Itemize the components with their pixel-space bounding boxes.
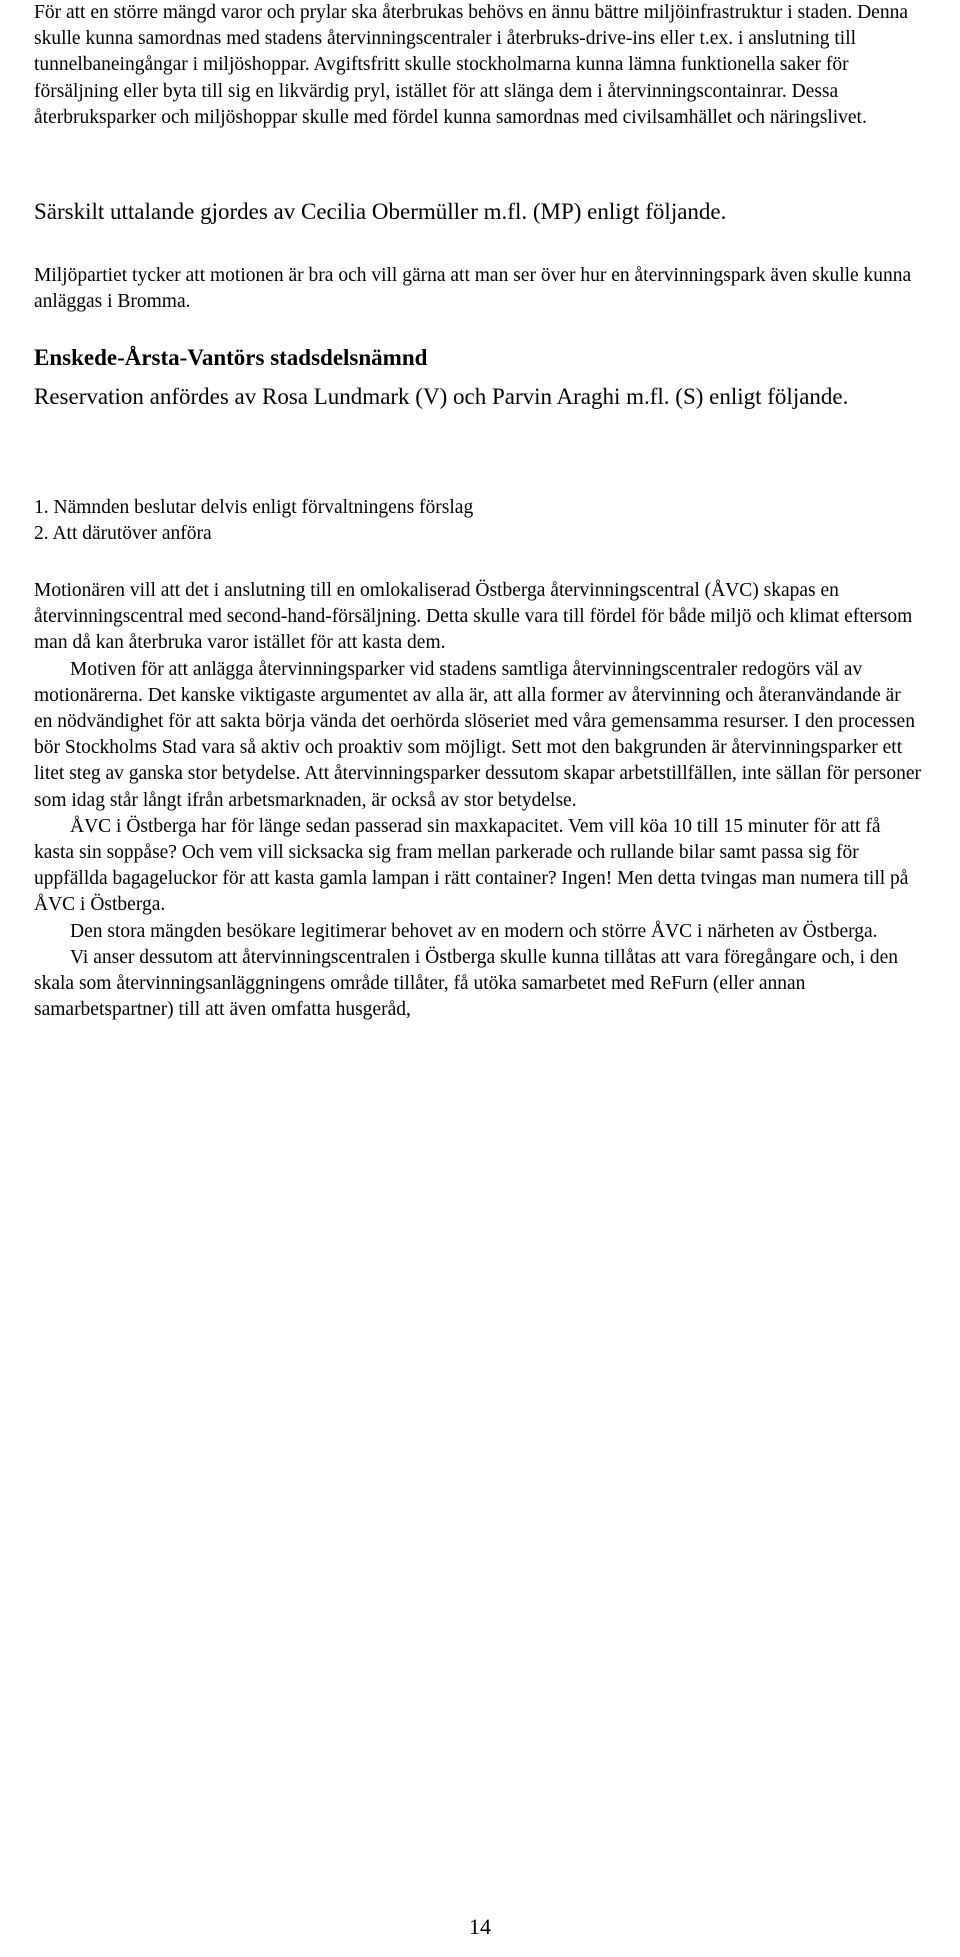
list-item: [34, 521, 924, 547]
list-item: [34, 495, 924, 521]
body-paragraph: Den stora mängden besökare legitimerar behovet av en modern och större ÅVC i närheten av Östberga.: [70, 920, 878, 942]
mp-paragraph: Miljöpartiet tycker att motionen är bra och vill gärna att man ser över hur en återvinningspark även skulle kunna anläggas i Bromma.: [34, 265, 912, 313]
body-paragraph: Motionären vill att det i anslutning till en omlokaliserad Östberga återvinningscentral (ÅVC) skapas en återvinningscentral med second-hand-försäljning. Detta skulle vara till fördel för både miljö och klimat eftersom man då kan återbruka varor istället för att kasta dem.: [34, 580, 913, 654]
body-paragraph: ÅVC i Östberga har för länge sedan passerad sin maxkapacitet. Vem vill köa 10 till 15 minuter för att få kasta sin soppåse? Och vem vill sicksacka sig fram mellan parkerade och rullande bilar samt passa sig för uppfällda bagageluckor för att kasta gamla lampan i rätt container? Ingen! Men detta tvingas man numera till på ÅVC i Östberga.: [34, 815, 909, 916]
body-paragraph: Motiven för att anlägga återvinningsparker vid stadens samtliga återvinningscentraler redogörs väl av motionärerna. Det kanske viktigaste argumentet av alla är, att alla former av återvinning och återanvändande är en nödvändighet för att sakta börja vända det oerhörda slöseriet med våra gemensamma resurser. I den processen bör Stockholms Stad vara så aktiv och proaktiv som möjligt. Sett mot den bakgrunden är återvinningsparker ett litet steg av ganska stor betydelse. Att återvinningsparker dessutom skapar arbetstillfällen, inte sällan för personer som idag står långt ifrån arbetsmarknaden, är också av stor betydelse.: [34, 658, 921, 811]
reservation-statement: Reservation anfördes av Rosa Lundmark (V) och Parvin Araghi m.fl. (S) enligt följande.: [34, 384, 849, 409]
section-heading: Enskede-Årsta-Vantörs stadsdelsnämnd: [34, 345, 428, 370]
intro-paragraph: För att en större mängd varor och prylar ska återbrukas behövs en ännu bättre miljöinfrastruktur i staden. Denna skulle kunna samordnas med stadens återvinningscentraler i återbruks-drive-ins eller t.ex. i anslutning till tunnelbaneingångar i miljöshoppar. Avgiftsfritt skulle stockholmarna kunna lämna funktionella saker för försäljning eller byta till sig en likvärdig pryl, istället för att slänga dem i återvinningscontainrar. Dessa återbruksparker och miljöshoppar skulle med fördel kunna samordnas med civilsamhället och näringslivet.: [34, 2, 908, 128]
special-statement: Särskilt uttalande gjordes av Cecilia Obermüller m.fl. (MP) enligt följande.: [34, 199, 727, 224]
list-number: 2.: [34, 523, 49, 544]
body-paragraph: Vi anser dessutom att återvinningscentralen i Östberga skulle kunna tillåtas att vara föregångare och, i den skala som återvinningsanläggningens område tillåter, få utöka samarbetet med ReFurn (eller annan samarbetspartner) till att även omfatta husgeråd,: [34, 946, 899, 1021]
list-number: 1.: [34, 497, 49, 518]
list-text: Nämnden beslutar delvis enligt förvaltningens förslag: [53, 497, 474, 518]
list-text: Att därutöver anföra: [52, 523, 212, 544]
body-text: [34, 578, 924, 1023]
page-number: 14: [469, 1914, 491, 1939]
